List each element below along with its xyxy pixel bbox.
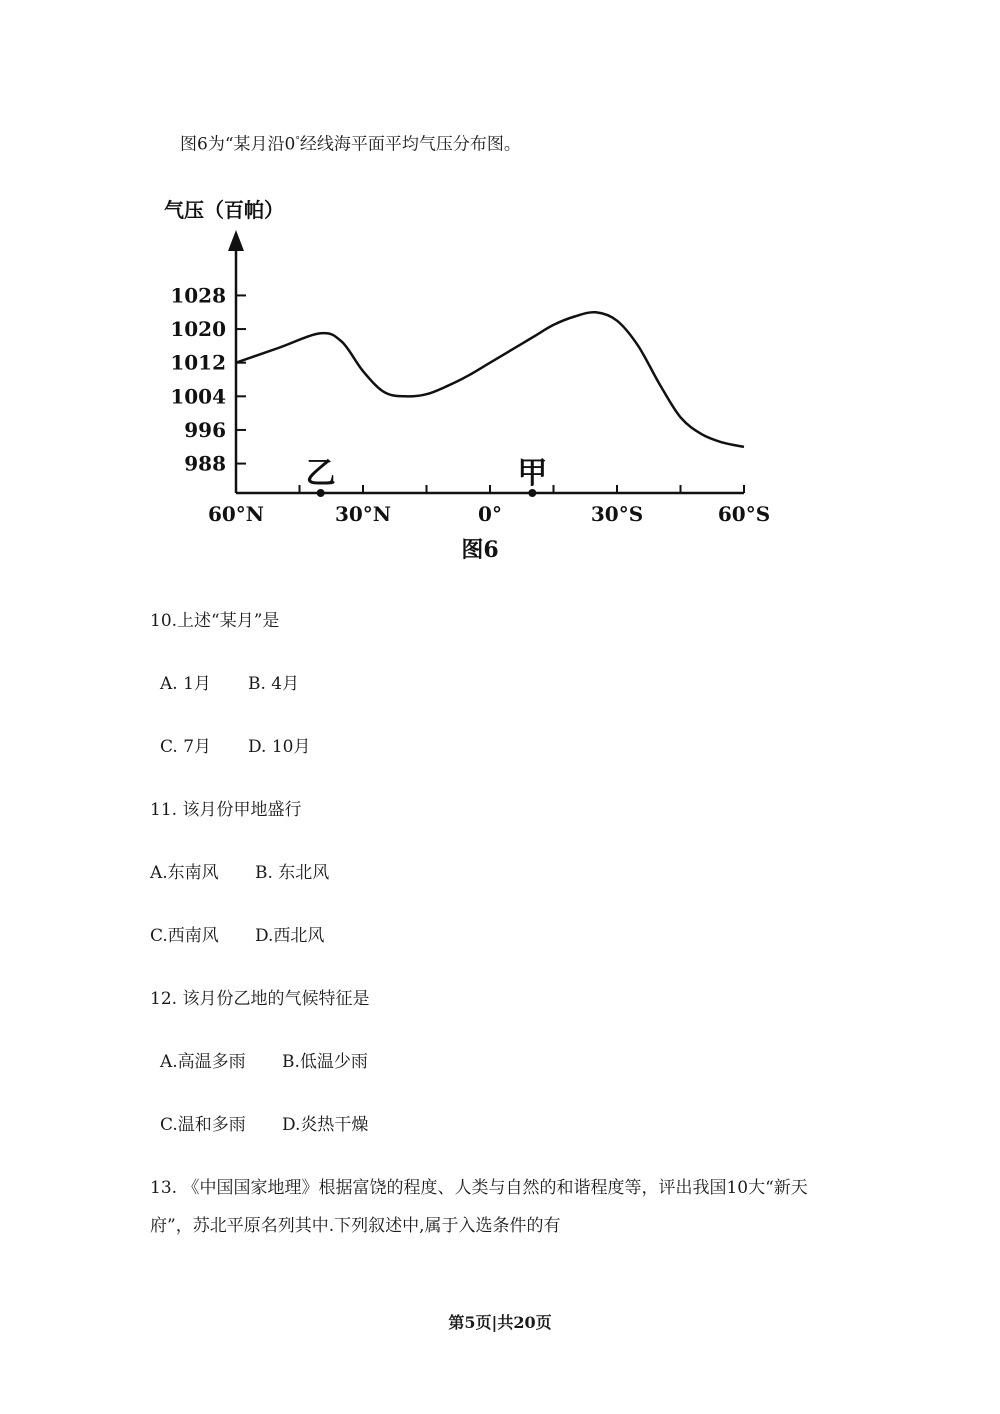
q11-options-row2	[150, 925, 324, 947]
y-tick-label: 996	[184, 417, 226, 442]
q11-option-d[interactable]: D.西北风	[255, 926, 325, 946]
x-tick-label: 30°S	[590, 502, 644, 526]
intro-degree: °	[295, 136, 300, 146]
q12-options-row2	[160, 1114, 368, 1136]
q12-options-row1	[160, 1051, 368, 1073]
x-tick-label: 60°N	[207, 502, 265, 526]
q10-options-row1	[160, 673, 299, 695]
point-label: 甲	[517, 456, 548, 491]
q10-option-b[interactable]: B. 4月	[248, 674, 300, 694]
x-tick-label: 0°	[478, 502, 502, 526]
q11-option-c[interactable]: C.西南风	[150, 926, 219, 946]
q13-stem-line1: 13. 《中国国家地理》根据富饶的程度、人类与自然的和谐程度等，评出我国10大“新天	[150, 1178, 808, 1198]
q12-option-a[interactable]: A.高温多雨	[160, 1052, 246, 1072]
x-tick-label: 30°N	[334, 502, 392, 526]
q11-options-row1	[150, 862, 329, 884]
y-tick-label: 1020	[170, 317, 226, 342]
q13-stem-line2: 府”，苏北平原名列其中.下列叙述中,属于入选条件的有	[150, 1216, 561, 1236]
q10-options-row2	[160, 736, 310, 758]
q10-stem: 10.上述“某月”是	[150, 611, 280, 631]
q10-option-d[interactable]: D. 10月	[248, 737, 311, 757]
q12-option-d[interactable]: D.炎热干燥	[282, 1115, 369, 1135]
y-tick-label: 1004	[170, 384, 226, 409]
y-tick-label: 1028	[170, 283, 226, 308]
q12-stem: 12. 该月份乙地的气候特征是	[150, 989, 370, 1009]
figure-caption: 图6	[461, 537, 499, 563]
intro-suffix: 经线海平面平均气压分布图。	[299, 134, 521, 155]
x-tick-label: 60°S	[717, 502, 771, 526]
q11-option-b[interactable]: B. 东北风	[255, 863, 330, 883]
q10-option-c[interactable]: C. 7月	[160, 737, 212, 757]
point-label: 乙	[305, 456, 336, 491]
y-tick-label: 1012	[170, 350, 226, 375]
intro-prefix: 图6为“某月沿0	[180, 134, 296, 155]
y-tick-label: 988	[184, 451, 226, 476]
pressure-chart	[150, 185, 790, 565]
q12-option-c[interactable]: C.温和多雨	[160, 1115, 246, 1135]
figure-intro	[180, 130, 521, 156]
pressure-series-line	[236, 312, 744, 447]
q12-option-b[interactable]: B.低温少雨	[282, 1052, 368, 1072]
page-footer: 第5页|共20页	[448, 1313, 552, 1332]
y-axis-arrow	[228, 230, 244, 251]
q10-option-a[interactable]: A. 1月	[160, 674, 211, 694]
q11-stem: 11. 该月份甲地盛行	[150, 800, 302, 820]
y-axis-label: 气压（百帕）	[164, 198, 284, 222]
q11-option-a[interactable]: A.东南风	[150, 863, 219, 883]
